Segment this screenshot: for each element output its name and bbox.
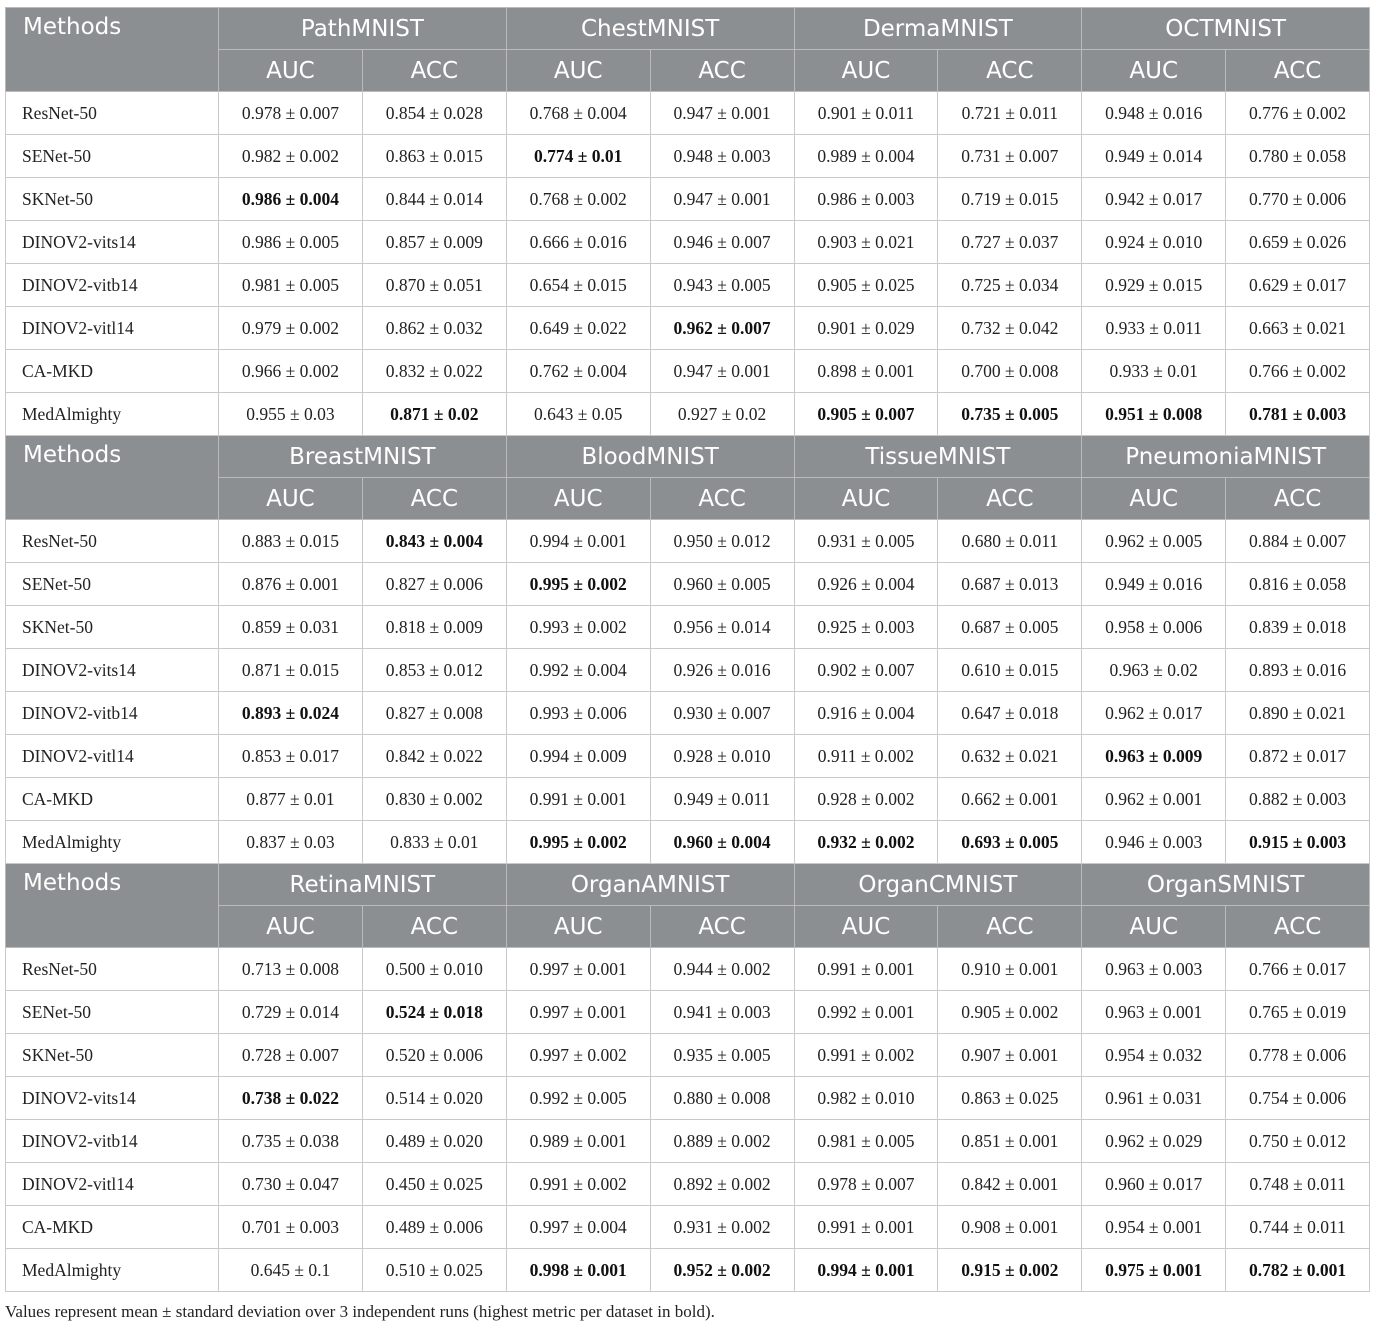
best-value-cell: 0.951 ± 0.008 — [1082, 393, 1226, 436]
dataset-header: OrganSMNIST — [1082, 864, 1370, 906]
value-cell: 0.949 ± 0.016 — [1082, 563, 1226, 606]
value-cell: 0.949 ± 0.014 — [1082, 135, 1226, 178]
value-cell: 0.961 ± 0.031 — [1082, 1077, 1226, 1120]
table-row — [6, 178, 1370, 221]
value-cell: 0.956 ± 0.014 — [650, 606, 794, 649]
value-cell: 0.933 ± 0.01 — [1082, 350, 1226, 393]
table-row — [6, 563, 1370, 606]
value-cell: 0.701 ± 0.003 — [219, 1206, 363, 1249]
table-row — [6, 821, 1370, 864]
table-row — [6, 1249, 1370, 1292]
value-cell: 0.816 ± 0.058 — [1226, 563, 1370, 606]
value-cell: 0.978 ± 0.007 — [794, 1163, 938, 1206]
value-cell: 0.863 ± 0.015 — [362, 135, 506, 178]
best-value-cell: 0.781 ± 0.003 — [1226, 393, 1370, 436]
method-name-cell: MedAlmighty — [6, 393, 219, 436]
value-cell: 0.981 ± 0.005 — [219, 264, 363, 307]
value-cell: 0.768 ± 0.004 — [506, 92, 650, 135]
value-cell: 0.992 ± 0.001 — [794, 991, 938, 1034]
value-cell: 0.944 ± 0.002 — [650, 948, 794, 991]
table-footnote: Values represent mean ± standard deviation over 3 independent runs (highest metric per dataset in bold). — [5, 1302, 715, 1321]
metric-header: AUC — [219, 50, 363, 92]
value-cell: 0.993 ± 0.006 — [506, 692, 650, 735]
value-cell: 0.663 ± 0.021 — [1226, 307, 1370, 350]
value-cell: 0.982 ± 0.002 — [219, 135, 363, 178]
best-value-cell: 0.995 ± 0.002 — [506, 821, 650, 864]
metric-header: ACC — [650, 50, 794, 92]
table-row — [6, 520, 1370, 563]
value-cell: 0.958 ± 0.006 — [1082, 606, 1226, 649]
metric-header: ACC — [938, 478, 1082, 520]
value-cell: 0.862 ± 0.032 — [362, 307, 506, 350]
table-row — [6, 948, 1370, 991]
value-cell: 0.905 ± 0.025 — [794, 264, 938, 307]
value-cell: 0.687 ± 0.013 — [938, 563, 1082, 606]
value-cell: 0.966 ± 0.002 — [219, 350, 363, 393]
value-cell: 0.778 ± 0.006 — [1226, 1034, 1370, 1077]
value-cell: 0.765 ± 0.019 — [1226, 991, 1370, 1034]
value-cell: 0.997 ± 0.004 — [506, 1206, 650, 1249]
value-cell: 0.748 ± 0.011 — [1226, 1163, 1370, 1206]
value-cell: 0.830 ± 0.002 — [362, 778, 506, 821]
value-cell: 0.884 ± 0.007 — [1226, 520, 1370, 563]
value-cell: 0.978 ± 0.007 — [219, 92, 363, 135]
value-cell: 0.926 ± 0.016 — [650, 649, 794, 692]
value-cell: 0.833 ± 0.01 — [362, 821, 506, 864]
dataset-header: OCTMNIST — [1082, 8, 1370, 50]
value-cell: 0.960 ± 0.005 — [650, 563, 794, 606]
value-cell: 0.905 ± 0.002 — [938, 991, 1082, 1034]
dataset-header: OrganCMNIST — [794, 864, 1082, 906]
method-name-cell: CA-MKD — [6, 1206, 219, 1249]
methods-header: Methods — [6, 864, 219, 948]
dataset-header: BreastMNIST — [219, 436, 507, 478]
value-cell: 0.991 ± 0.002 — [794, 1034, 938, 1077]
value-cell: 0.645 ± 0.1 — [219, 1249, 363, 1292]
value-cell: 0.943 ± 0.005 — [650, 264, 794, 307]
value-cell: 0.928 ± 0.002 — [794, 778, 938, 821]
value-cell: 0.853 ± 0.012 — [362, 649, 506, 692]
value-cell: 0.962 ± 0.001 — [1082, 778, 1226, 821]
value-cell: 0.827 ± 0.008 — [362, 692, 506, 735]
metric-header: AUC — [1082, 478, 1226, 520]
table-row — [6, 221, 1370, 264]
value-cell: 0.997 ± 0.001 — [506, 991, 650, 1034]
method-name-cell: ResNet-50 — [6, 92, 219, 135]
metric-header: AUC — [506, 50, 650, 92]
value-cell: 0.721 ± 0.011 — [938, 92, 1082, 135]
value-cell: 0.744 ± 0.011 — [1226, 1206, 1370, 1249]
value-cell: 0.963 ± 0.003 — [1082, 948, 1226, 991]
value-cell: 0.947 ± 0.001 — [650, 350, 794, 393]
dataset-header: TissueMNIST — [794, 436, 1082, 478]
value-cell: 0.654 ± 0.015 — [506, 264, 650, 307]
metric-header: AUC — [506, 906, 650, 948]
method-name-cell: ResNet-50 — [6, 520, 219, 563]
value-cell: 0.735 ± 0.038 — [219, 1120, 363, 1163]
value-cell: 0.854 ± 0.028 — [362, 92, 506, 135]
metric-header: AUC — [1082, 906, 1226, 948]
value-cell: 0.947 ± 0.001 — [650, 178, 794, 221]
value-cell: 0.857 ± 0.009 — [362, 221, 506, 264]
best-value-cell: 0.960 ± 0.004 — [650, 821, 794, 864]
value-cell: 0.989 ± 0.004 — [794, 135, 938, 178]
value-cell: 0.924 ± 0.010 — [1082, 221, 1226, 264]
value-cell: 0.991 ± 0.001 — [794, 948, 938, 991]
value-cell: 0.871 ± 0.015 — [219, 649, 363, 692]
value-cell: 0.950 ± 0.012 — [650, 520, 794, 563]
value-cell: 0.902 ± 0.007 — [794, 649, 938, 692]
table-row — [6, 1163, 1370, 1206]
value-cell: 0.649 ± 0.022 — [506, 307, 650, 350]
value-cell: 0.762 ± 0.004 — [506, 350, 650, 393]
value-cell: 0.489 ± 0.020 — [362, 1120, 506, 1163]
value-cell: 0.982 ± 0.010 — [794, 1077, 938, 1120]
value-cell: 0.851 ± 0.001 — [938, 1120, 1082, 1163]
value-cell: 0.727 ± 0.037 — [938, 221, 1082, 264]
dataset-header: PathMNIST — [219, 8, 507, 50]
value-cell: 0.992 ± 0.005 — [506, 1077, 650, 1120]
method-name-cell: SENet-50 — [6, 135, 219, 178]
value-cell: 0.962 ± 0.029 — [1082, 1120, 1226, 1163]
metric-header: ACC — [1226, 478, 1370, 520]
table-row — [6, 606, 1370, 649]
table-row — [6, 264, 1370, 307]
value-cell: 0.903 ± 0.021 — [794, 221, 938, 264]
value-cell: 0.629 ± 0.017 — [1226, 264, 1370, 307]
value-cell: 0.992 ± 0.004 — [506, 649, 650, 692]
best-value-cell: 0.905 ± 0.007 — [794, 393, 938, 436]
method-name-cell: DINOV2-vits14 — [6, 1077, 219, 1120]
method-name-cell: DINOV2-vitl14 — [6, 1163, 219, 1206]
value-cell: 0.963 ± 0.02 — [1082, 649, 1226, 692]
value-cell: 0.911 ± 0.002 — [794, 735, 938, 778]
best-value-cell: 0.995 ± 0.002 — [506, 563, 650, 606]
value-cell: 0.780 ± 0.058 — [1226, 135, 1370, 178]
value-cell: 0.872 ± 0.017 — [1226, 735, 1370, 778]
methods-header: Methods — [6, 436, 219, 520]
value-cell: 0.960 ± 0.017 — [1082, 1163, 1226, 1206]
value-cell: 0.981 ± 0.005 — [794, 1120, 938, 1163]
value-cell: 0.946 ± 0.007 — [650, 221, 794, 264]
best-value-cell: 0.735 ± 0.005 — [938, 393, 1082, 436]
value-cell: 0.892 ± 0.002 — [650, 1163, 794, 1206]
metric-header: AUC — [219, 906, 363, 948]
table-row — [6, 393, 1370, 436]
value-cell: 0.500 ± 0.010 — [362, 948, 506, 991]
value-cell: 0.962 ± 0.005 — [1082, 520, 1226, 563]
method-name-cell: CA-MKD — [6, 778, 219, 821]
value-cell: 0.729 ± 0.014 — [219, 991, 363, 1034]
metric-header: ACC — [938, 50, 1082, 92]
table-row — [6, 135, 1370, 178]
best-value-cell: 0.952 ± 0.002 — [650, 1249, 794, 1292]
metric-header: ACC — [1226, 50, 1370, 92]
best-value-cell: 0.871 ± 0.02 — [362, 393, 506, 436]
value-cell: 0.997 ± 0.001 — [506, 948, 650, 991]
value-cell: 0.827 ± 0.006 — [362, 563, 506, 606]
value-cell: 0.730 ± 0.047 — [219, 1163, 363, 1206]
value-cell: 0.948 ± 0.003 — [650, 135, 794, 178]
value-cell: 0.842 ± 0.022 — [362, 735, 506, 778]
value-cell: 0.916 ± 0.004 — [794, 692, 938, 735]
value-cell: 0.926 ± 0.004 — [794, 563, 938, 606]
method-name-cell: DINOV2-vitl14 — [6, 307, 219, 350]
value-cell: 0.489 ± 0.006 — [362, 1206, 506, 1249]
value-cell: 0.666 ± 0.016 — [506, 221, 650, 264]
value-cell: 0.870 ± 0.051 — [362, 264, 506, 307]
value-cell: 0.719 ± 0.015 — [938, 178, 1082, 221]
value-cell: 0.925 ± 0.003 — [794, 606, 938, 649]
value-cell: 0.520 ± 0.006 — [362, 1034, 506, 1077]
table-row — [6, 1120, 1370, 1163]
value-cell: 0.928 ± 0.010 — [650, 735, 794, 778]
value-cell: 0.994 ± 0.009 — [506, 735, 650, 778]
metric-header: ACC — [1226, 906, 1370, 948]
dataset-header: BloodMNIST — [506, 436, 794, 478]
value-cell: 0.877 ± 0.01 — [219, 778, 363, 821]
results-table — [5, 7, 1370, 1292]
value-cell: 0.979 ± 0.002 — [219, 307, 363, 350]
value-cell: 0.946 ± 0.003 — [1082, 821, 1226, 864]
value-cell: 0.510 ± 0.025 — [362, 1249, 506, 1292]
value-cell: 0.732 ± 0.042 — [938, 307, 1082, 350]
value-cell: 0.750 ± 0.012 — [1226, 1120, 1370, 1163]
value-cell: 0.949 ± 0.011 — [650, 778, 794, 821]
value-cell: 0.844 ± 0.014 — [362, 178, 506, 221]
value-cell: 0.725 ± 0.034 — [938, 264, 1082, 307]
metric-header: ACC — [362, 478, 506, 520]
value-cell: 0.991 ± 0.001 — [506, 778, 650, 821]
best-value-cell: 0.915 ± 0.003 — [1226, 821, 1370, 864]
best-value-cell: 0.932 ± 0.002 — [794, 821, 938, 864]
value-cell: 0.882 ± 0.003 — [1226, 778, 1370, 821]
value-cell: 0.898 ± 0.001 — [794, 350, 938, 393]
dataset-header: RetinaMNIST — [219, 864, 507, 906]
value-cell: 0.908 ± 0.001 — [938, 1206, 1082, 1249]
value-cell: 0.930 ± 0.007 — [650, 692, 794, 735]
method-name-cell: DINOV2-vitb14 — [6, 264, 219, 307]
method-name-cell: DINOV2-vits14 — [6, 649, 219, 692]
value-cell: 0.839 ± 0.018 — [1226, 606, 1370, 649]
value-cell: 0.962 ± 0.017 — [1082, 692, 1226, 735]
metric-header: ACC — [362, 50, 506, 92]
value-cell: 0.687 ± 0.005 — [938, 606, 1082, 649]
value-cell: 0.993 ± 0.002 — [506, 606, 650, 649]
method-name-cell: SENet-50 — [6, 991, 219, 1034]
metric-header: ACC — [938, 906, 1082, 948]
method-name-cell: SKNet-50 — [6, 178, 219, 221]
value-cell: 0.986 ± 0.005 — [219, 221, 363, 264]
metric-header: ACC — [650, 478, 794, 520]
method-name-cell: ResNet-50 — [6, 948, 219, 991]
table-row — [6, 778, 1370, 821]
value-cell: 0.931 ± 0.002 — [650, 1206, 794, 1249]
best-value-cell: 0.962 ± 0.007 — [650, 307, 794, 350]
metric-header: AUC — [506, 478, 650, 520]
value-cell: 0.901 ± 0.029 — [794, 307, 938, 350]
metric-header: AUC — [794, 906, 938, 948]
value-cell: 0.991 ± 0.001 — [794, 1206, 938, 1249]
value-cell: 0.776 ± 0.002 — [1226, 92, 1370, 135]
best-value-cell: 0.738 ± 0.022 — [219, 1077, 363, 1120]
value-cell: 0.647 ± 0.018 — [938, 692, 1082, 735]
value-cell: 0.890 ± 0.021 — [1226, 692, 1370, 735]
dataset-header-row — [6, 8, 1370, 50]
value-cell: 0.893 ± 0.016 — [1226, 649, 1370, 692]
value-cell: 0.766 ± 0.017 — [1226, 948, 1370, 991]
value-cell: 0.997 ± 0.002 — [506, 1034, 650, 1077]
method-name-cell: MedAlmighty — [6, 1249, 219, 1292]
method-name-cell: DINOV2-vitl14 — [6, 735, 219, 778]
value-cell: 0.994 ± 0.001 — [506, 520, 650, 563]
value-cell: 0.880 ± 0.008 — [650, 1077, 794, 1120]
value-cell: 0.842 ± 0.001 — [938, 1163, 1082, 1206]
value-cell: 0.963 ± 0.001 — [1082, 991, 1226, 1034]
best-value-cell: 0.774 ± 0.01 — [506, 135, 650, 178]
metric-header: AUC — [794, 50, 938, 92]
value-cell: 0.643 ± 0.05 — [506, 393, 650, 436]
value-cell: 0.933 ± 0.011 — [1082, 307, 1226, 350]
value-cell: 0.876 ± 0.001 — [219, 563, 363, 606]
value-cell: 0.889 ± 0.002 — [650, 1120, 794, 1163]
value-cell: 0.728 ± 0.007 — [219, 1034, 363, 1077]
value-cell: 0.948 ± 0.016 — [1082, 92, 1226, 135]
value-cell: 0.954 ± 0.001 — [1082, 1206, 1226, 1249]
results-table-container — [5, 7, 1369, 1292]
value-cell: 0.766 ± 0.002 — [1226, 350, 1370, 393]
value-cell: 0.986 ± 0.003 — [794, 178, 938, 221]
metric-header: AUC — [794, 478, 938, 520]
metric-header: ACC — [362, 906, 506, 948]
value-cell: 0.768 ± 0.002 — [506, 178, 650, 221]
best-value-cell: 0.782 ± 0.001 — [1226, 1249, 1370, 1292]
best-value-cell: 0.893 ± 0.024 — [219, 692, 363, 735]
value-cell: 0.832 ± 0.022 — [362, 350, 506, 393]
value-cell: 0.883 ± 0.015 — [219, 520, 363, 563]
best-value-cell: 0.975 ± 0.001 — [1082, 1249, 1226, 1292]
dataset-header: OrganAMNIST — [506, 864, 794, 906]
method-name-cell: DINOV2-vits14 — [6, 221, 219, 264]
metric-header: AUC — [219, 478, 363, 520]
best-value-cell: 0.693 ± 0.005 — [938, 821, 1082, 864]
value-cell: 0.859 ± 0.031 — [219, 606, 363, 649]
method-name-cell: DINOV2-vitb14 — [6, 1120, 219, 1163]
value-cell: 0.929 ± 0.015 — [1082, 264, 1226, 307]
value-cell: 0.907 ± 0.001 — [938, 1034, 1082, 1077]
value-cell: 0.863 ± 0.025 — [938, 1077, 1082, 1120]
metric-header: ACC — [650, 906, 794, 948]
value-cell: 0.989 ± 0.001 — [506, 1120, 650, 1163]
best-value-cell: 0.994 ± 0.001 — [794, 1249, 938, 1292]
value-cell: 0.818 ± 0.009 — [362, 606, 506, 649]
dataset-header-row — [6, 436, 1370, 478]
value-cell: 0.754 ± 0.006 — [1226, 1077, 1370, 1120]
value-cell: 0.514 ± 0.020 — [362, 1077, 506, 1120]
methods-header: Methods — [6, 8, 219, 92]
value-cell: 0.955 ± 0.03 — [219, 393, 363, 436]
table-row — [6, 1206, 1370, 1249]
value-cell: 0.935 ± 0.005 — [650, 1034, 794, 1077]
method-name-cell: SKNet-50 — [6, 1034, 219, 1077]
value-cell: 0.713 ± 0.008 — [219, 948, 363, 991]
value-cell: 0.991 ± 0.002 — [506, 1163, 650, 1206]
table-row — [6, 307, 1370, 350]
table-row — [6, 735, 1370, 778]
table-row — [6, 692, 1370, 735]
value-cell: 0.770 ± 0.006 — [1226, 178, 1370, 221]
metric-header: AUC — [1082, 50, 1226, 92]
dataset-header: ChestMNIST — [506, 8, 794, 50]
best-value-cell: 0.524 ± 0.018 — [362, 991, 506, 1034]
dataset-header: PneumoniaMNIST — [1082, 436, 1370, 478]
value-cell: 0.942 ± 0.017 — [1082, 178, 1226, 221]
value-cell: 0.947 ± 0.001 — [650, 92, 794, 135]
table-row — [6, 1034, 1370, 1077]
best-value-cell: 0.963 ± 0.009 — [1082, 735, 1226, 778]
best-value-cell: 0.986 ± 0.004 — [219, 178, 363, 221]
best-value-cell: 0.843 ± 0.004 — [362, 520, 506, 563]
dataset-header-row — [6, 864, 1370, 906]
best-value-cell: 0.998 ± 0.001 — [506, 1249, 650, 1292]
value-cell: 0.662 ± 0.001 — [938, 778, 1082, 821]
table-row — [6, 991, 1370, 1034]
value-cell: 0.700 ± 0.008 — [938, 350, 1082, 393]
best-value-cell: 0.915 ± 0.002 — [938, 1249, 1082, 1292]
value-cell: 0.610 ± 0.015 — [938, 649, 1082, 692]
value-cell: 0.927 ± 0.02 — [650, 393, 794, 436]
value-cell: 0.450 ± 0.025 — [362, 1163, 506, 1206]
value-cell: 0.659 ± 0.026 — [1226, 221, 1370, 264]
table-row — [6, 1077, 1370, 1120]
value-cell: 0.941 ± 0.003 — [650, 991, 794, 1034]
method-name-cell: DINOV2-vitb14 — [6, 692, 219, 735]
value-cell: 0.837 ± 0.03 — [219, 821, 363, 864]
dataset-header: DermaMNIST — [794, 8, 1082, 50]
value-cell: 0.901 ± 0.011 — [794, 92, 938, 135]
value-cell: 0.731 ± 0.007 — [938, 135, 1082, 178]
value-cell: 0.632 ± 0.021 — [938, 735, 1082, 778]
method-name-cell: SENet-50 — [6, 563, 219, 606]
value-cell: 0.954 ± 0.032 — [1082, 1034, 1226, 1077]
table-row — [6, 92, 1370, 135]
method-name-cell: CA-MKD — [6, 350, 219, 393]
value-cell: 0.910 ± 0.001 — [938, 948, 1082, 991]
method-name-cell: SKNet-50 — [6, 606, 219, 649]
method-name-cell: MedAlmighty — [6, 821, 219, 864]
value-cell: 0.931 ± 0.005 — [794, 520, 938, 563]
table-row — [6, 350, 1370, 393]
value-cell: 0.680 ± 0.011 — [938, 520, 1082, 563]
value-cell: 0.853 ± 0.017 — [219, 735, 363, 778]
table-row — [6, 649, 1370, 692]
